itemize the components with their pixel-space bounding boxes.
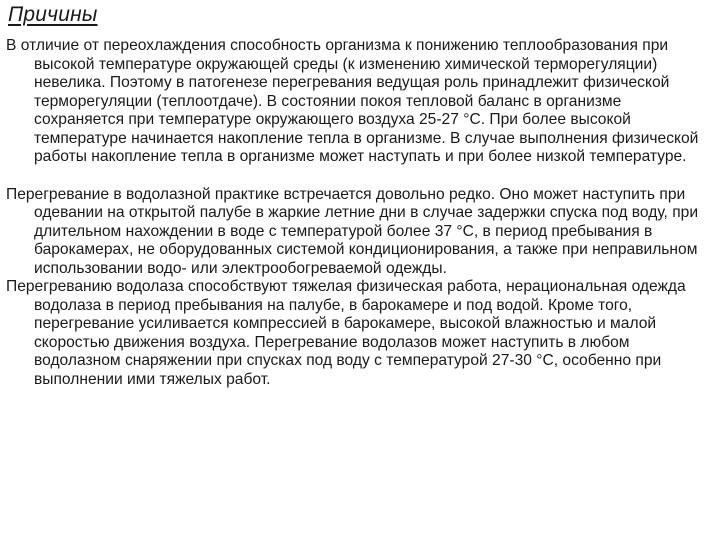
- paragraph-thermoregulation: В отличие от переохлаждения способность организма к понижению теплообразования при высокой температуре окружающей среды (к изменению химической терморегуляции) невелика. Поэтому в патогенезе перегревания ведущая роль принадлежит физической терморегуляции (теплоотдаче). В состоянии покоя тепловой баланс в организме сохраняется при температуре окружающего воздуха 25-27 °С. При более высокой температуре начинается накопление тепла в организме. В случае выполнения физической работы накопление тепла в организме может наступать и при более низкой температуре.: [6, 37, 699, 165]
- slide-body: [6, 37, 712, 389]
- paragraph-diving-practice: Перегревание в водолазной практике встречается довольно редко. Оно может наступить при одевании на открытой палубе в жаркие летние дни в случае задержки спуска под воду, при длительном нахождении в воде с температурой более 37 °С, в период пребывания в барокамерах, не оборудованных системой кондиционирования, а также при неправильном использовании водо- или электрообогреваемой одежды.: [6, 185, 699, 277]
- paragraph-contributing-factors: Перегреванию водолаза способствуют тяжелая физическая работа, нерациональная одежда водолаза в период пребывания на палубе, в барокамере и под водой. Кроме того, перегревание усиливается компрессией в барокамере, высокой влажностью и малой скоростью движения воздуха. Перегревание водолазов может наступить в любом водолазном снаряжении при спусках под воду с температурой 27-30 °С, особенно при выполнении ими тяжелых работ.: [6, 278, 686, 388]
- slide-title: Причины: [8, 3, 98, 26]
